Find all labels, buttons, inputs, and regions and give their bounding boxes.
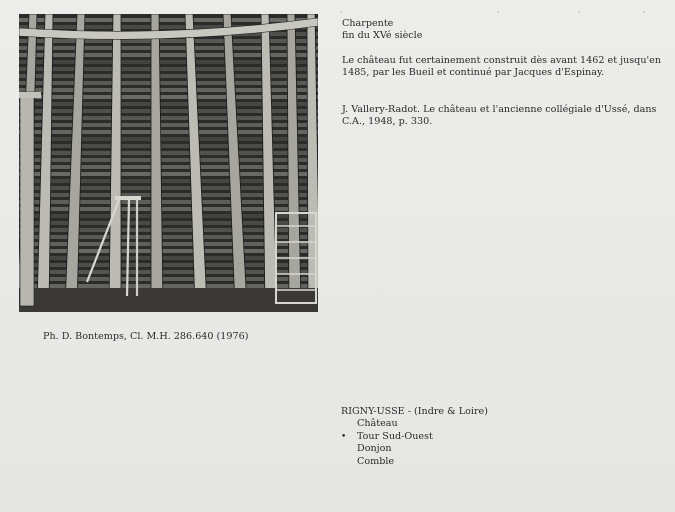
record-period: fin du XVé siècle [342,30,423,41]
corner-mark: · [578,8,581,17]
corner-mark: · [497,8,500,17]
location-item: Comble [357,455,395,467]
location-block [341,406,488,468]
timber-roof-image [19,14,318,312]
record-title: Charpente [342,18,394,29]
location-item: • Tour Sud-Ouest [357,431,488,443]
corner-mark: · [340,8,343,17]
photo-credit: Ph. D. Bontemps, Cl. M.H. 286.640 (1976) [43,331,249,342]
location-hierarchy [341,418,488,468]
roof-framing-photo [19,14,318,312]
location-item: Donjon [357,443,392,455]
record-description: Le château fut certainement construit dès avant 1462 et jusqu'en 1485, par les Bueil et continué par Jacques d'Espinay. [342,55,661,79]
location-item: Château [357,418,398,430]
bibliographic-reference: J. Vallery-Radot. Le château et l'ancienne collégiale d'Ussé, dans C.A., 1948, p. 330. [342,104,657,128]
corner-mark: · [643,8,646,17]
location-heading: RIGNY-USSE - (Indre & Loire) [341,406,488,417]
